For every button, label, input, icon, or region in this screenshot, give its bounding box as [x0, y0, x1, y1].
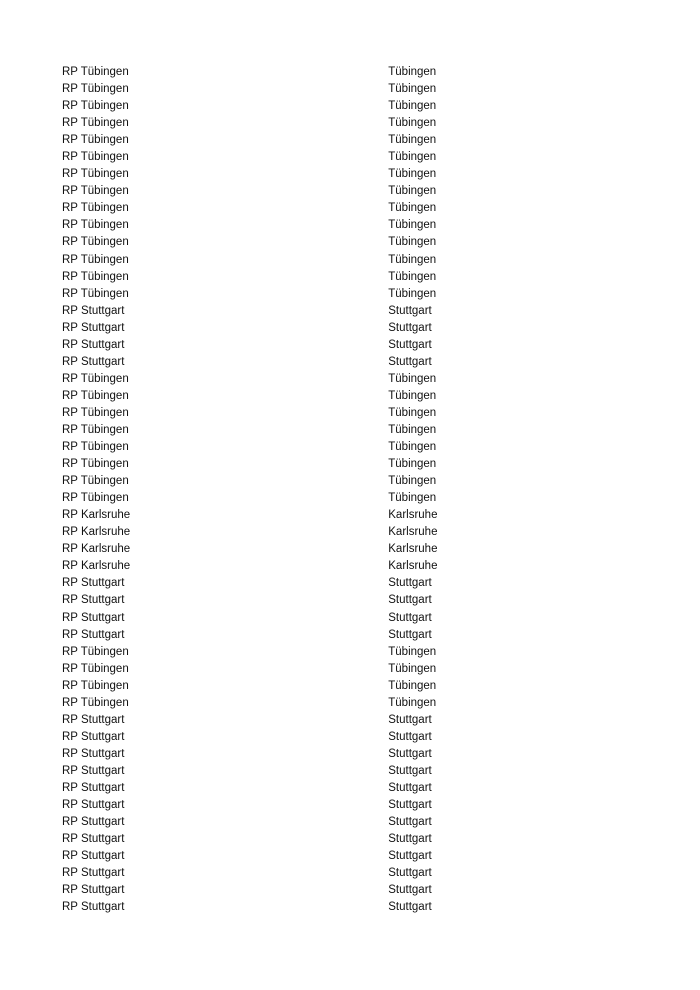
city-cell: Stuttgart: [388, 816, 432, 829]
city-cell: Tübingen: [388, 219, 437, 232]
table-row: [62, 627, 482, 644]
city-cell: Stuttgart: [388, 594, 432, 607]
region-council-cell: RP Stuttgart: [62, 611, 125, 624]
city-cell: Tübingen: [388, 100, 437, 113]
city-cell: Tübingen: [388, 270, 437, 283]
table-row: [62, 490, 482, 507]
table-row: [62, 388, 482, 405]
city-cell: Stuttgart: [388, 884, 432, 897]
city-cell: Karlsruhe: [388, 560, 438, 573]
region-council-cell: RP Tübingen: [62, 66, 129, 78]
city-cell: Stuttgart: [388, 867, 432, 880]
city-cell: Stuttgart: [388, 611, 432, 624]
table-row: [62, 132, 482, 149]
city-cell: Stuttgart: [388, 628, 432, 641]
table-row: [62, 882, 482, 899]
table-row: [62, 81, 482, 98]
table-row: [62, 524, 482, 541]
region-council-cell: RP Tübingen: [62, 253, 129, 266]
table-row: [62, 337, 482, 354]
table-row: [62, 712, 482, 729]
table-row: [62, 899, 482, 916]
table-row: [62, 183, 482, 200]
region-council-cell: RP Stuttgart: [62, 304, 125, 317]
table-row: [62, 746, 482, 763]
city-cell: Tübingen: [388, 253, 437, 266]
region-council-cell: RP Karlsruhe: [62, 509, 131, 522]
region-council-cell: RP Stuttgart: [62, 730, 125, 743]
table-row: [62, 780, 482, 797]
table-row: [62, 541, 482, 558]
region-council-cell: RP Tübingen: [62, 475, 129, 488]
region-council-cell: RP Tübingen: [62, 83, 129, 96]
table-row: [62, 286, 482, 303]
city-cell: Tübingen: [388, 372, 437, 385]
city-cell: Tübingen: [388, 423, 437, 436]
region-council-cell: RP Stuttgart: [62, 747, 125, 760]
region-council-cell: RP Tübingen: [62, 645, 129, 658]
table-row: [62, 354, 482, 371]
table-row: [62, 729, 482, 746]
table-row: [62, 166, 482, 183]
city-cell: Stuttgart: [388, 850, 432, 863]
region-council-cell: RP Tübingen: [62, 406, 129, 419]
city-cell: Stuttgart: [388, 713, 432, 726]
city-cell: Tübingen: [388, 151, 437, 164]
city-cell: Tübingen: [388, 83, 437, 96]
region-council-cell: RP Stuttgart: [62, 577, 125, 590]
region-council-cell: RP Stuttgart: [62, 781, 125, 794]
table-row: [62, 763, 482, 780]
region-council-cell: RP Tübingen: [62, 679, 129, 692]
region-council-cell: RP Tübingen: [62, 185, 129, 198]
city-cell: Tübingen: [388, 662, 437, 675]
city-cell: Tübingen: [388, 236, 437, 249]
city-cell: Stuttgart: [388, 901, 432, 914]
region-council-cell: RP Tübingen: [62, 236, 129, 249]
region-council-cell: RP Tübingen: [62, 492, 129, 505]
region-council-cell: RP Tübingen: [62, 441, 129, 454]
city-cell: Stuttgart: [388, 321, 432, 334]
region-council-cell: RP Tübingen: [62, 168, 129, 181]
table-row: [62, 439, 482, 456]
region-council-cell: RP Stuttgart: [62, 850, 125, 863]
region-council-cell: RP Tübingen: [62, 287, 129, 300]
city-cell: Tübingen: [388, 202, 437, 215]
city-cell: Stuttgart: [388, 799, 432, 812]
city-cell: Stuttgart: [388, 747, 432, 760]
table-row: [62, 303, 482, 320]
table-row: [62, 507, 482, 524]
table-row: [62, 149, 482, 166]
region-council-cell: RP Tübingen: [62, 219, 129, 232]
region-council-cell: RP Stuttgart: [62, 764, 125, 777]
table-row: [62, 371, 482, 388]
city-cell: Tübingen: [388, 475, 437, 488]
region-council-cell: RP Tübingen: [62, 423, 129, 436]
city-cell: Tübingen: [388, 117, 437, 130]
region-council-cell: RP Tübingen: [62, 117, 129, 130]
city-cell: Stuttgart: [388, 764, 432, 777]
region-council-cell: RP Stuttgart: [62, 355, 125, 368]
city-cell: Stuttgart: [388, 833, 432, 846]
city-cell: Tübingen: [388, 168, 437, 181]
city-cell: Tübingen: [388, 389, 437, 402]
city-cell: Tübingen: [388, 645, 437, 658]
region-council-cell: RP Stuttgart: [62, 901, 125, 914]
region-council-cell: RP Tübingen: [62, 134, 129, 147]
city-cell: Stuttgart: [388, 781, 432, 794]
table-row: [62, 320, 482, 337]
region-council-cell: RP Stuttgart: [62, 799, 125, 812]
city-cell: Tübingen: [388, 134, 437, 147]
table-row: [62, 575, 482, 592]
region-council-cell: RP Tübingen: [62, 372, 129, 385]
table-row: [62, 865, 482, 882]
region-council-cell: RP Stuttgart: [62, 594, 125, 607]
table-row: [62, 64, 482, 81]
table-row: [62, 98, 482, 115]
city-cell: Stuttgart: [388, 338, 432, 351]
region-council-cell: RP Karlsruhe: [62, 526, 131, 539]
region-council-cell: RP Tübingen: [62, 458, 129, 471]
table-row: [62, 814, 482, 831]
city-cell: Stuttgart: [388, 355, 432, 368]
table-row: [62, 592, 482, 609]
region-council-cell: RP Karlsruhe: [62, 560, 131, 573]
region-council-cell: RP Stuttgart: [62, 867, 125, 880]
region-council-cell: RP Tübingen: [62, 270, 129, 283]
region-council-cell: RP Karlsruhe: [62, 543, 131, 556]
table-row: [62, 115, 482, 132]
city-cell: Tübingen: [388, 287, 437, 300]
city-cell: Tübingen: [388, 406, 437, 419]
city-cell: Tübingen: [388, 679, 437, 692]
table-row: [62, 848, 482, 865]
region-council-cell: RP Stuttgart: [62, 713, 125, 726]
table-row: [62, 558, 482, 575]
table-row: [62, 422, 482, 439]
region-council-cell: RP Tübingen: [62, 151, 129, 164]
city-cell: Karlsruhe: [388, 509, 438, 522]
table-row: [62, 217, 482, 234]
region-council-cell: RP Stuttgart: [62, 338, 125, 351]
table-row: [62, 644, 482, 661]
city-cell: Tübingen: [388, 696, 437, 709]
table-row: [62, 456, 482, 473]
table-row: [62, 695, 482, 712]
region-council-cell: RP Stuttgart: [62, 833, 125, 846]
city-cell: Tübingen: [388, 492, 437, 505]
city-cell: Tübingen: [388, 185, 437, 198]
region-council-cell: RP Stuttgart: [62, 884, 125, 897]
region-council-cell: RP Stuttgart: [62, 321, 125, 334]
city-cell: Tübingen: [388, 66, 437, 78]
city-cell: Stuttgart: [388, 304, 432, 317]
table-row: [62, 269, 482, 286]
region-council-cell: RP Stuttgart: [62, 628, 125, 641]
data-table: [62, 64, 482, 916]
table-row: [62, 831, 482, 848]
city-cell: Stuttgart: [388, 577, 432, 590]
region-council-cell: RP Tübingen: [62, 389, 129, 402]
city-cell: Tübingen: [388, 458, 437, 471]
city-cell: Karlsruhe: [388, 526, 438, 539]
table-row: [62, 797, 482, 814]
region-council-cell: RP Stuttgart: [62, 816, 125, 829]
table-row: [62, 610, 482, 627]
region-council-cell: RP Tübingen: [62, 100, 129, 113]
region-council-cell: RP Tübingen: [62, 662, 129, 675]
city-cell: Stuttgart: [388, 730, 432, 743]
city-cell: Tübingen: [388, 441, 437, 454]
table-row: [62, 678, 482, 695]
table-row: [62, 252, 482, 269]
region-council-cell: RP Tübingen: [62, 696, 129, 709]
city-cell: Karlsruhe: [388, 543, 438, 556]
table-row: [62, 200, 482, 217]
table-row: [62, 234, 482, 251]
table-row: [62, 405, 482, 422]
table-row: [62, 473, 482, 490]
region-council-cell: RP Tübingen: [62, 202, 129, 215]
table-row: [62, 661, 482, 678]
